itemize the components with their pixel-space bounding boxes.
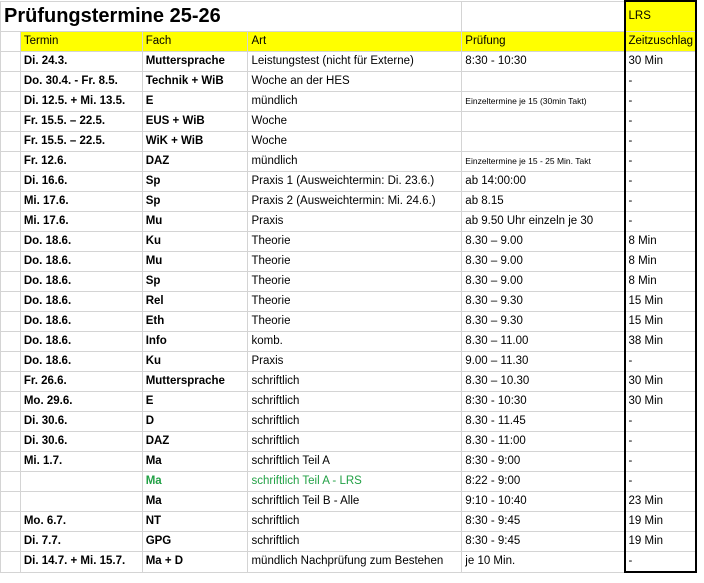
- empty-cell: [696, 312, 704, 332]
- row-gutter: [1, 352, 21, 372]
- cell-termin: Di. 7.7.: [20, 532, 142, 552]
- cell-pruefung: je 10 Min.: [462, 552, 625, 573]
- cell-pruefung: 8:30 - 10:30: [462, 392, 625, 412]
- cell-zeitzuschlag: -: [625, 72, 696, 92]
- cell-pruefung: 8.30 – 10.30: [462, 372, 625, 392]
- cell-zeitzuschlag: 8 Min: [625, 272, 696, 292]
- row-gutter: [1, 492, 21, 512]
- cell-fach: Ma: [142, 472, 248, 492]
- cell-fach: Ku: [142, 232, 248, 252]
- empty-cell: [696, 192, 704, 212]
- empty-cell: [696, 392, 704, 412]
- cell-zeitzuschlag: -: [625, 452, 696, 472]
- row-gutter: [1, 392, 21, 412]
- cell-zeitzuschlag: -: [625, 432, 696, 452]
- empty-cell: [1, 32, 21, 52]
- cell-art: Praxis 1 (Ausweichtermin: Di. 23.6.): [248, 172, 462, 192]
- title-row: [1, 1, 704, 32]
- row-gutter: [1, 112, 21, 132]
- empty-cell: [696, 172, 704, 192]
- cell-fach: D: [142, 412, 248, 432]
- cell-zeitzuschlag: 30 Min: [625, 392, 696, 412]
- cell-pruefung: 8.30 - 11.45: [462, 412, 625, 432]
- cell-termin: Mi. 17.6.: [20, 192, 142, 212]
- cell-fach: DAZ: [142, 432, 248, 452]
- cell-termin: Do. 18.6.: [20, 312, 142, 332]
- cell-pruefung: 8:30 - 9:45: [462, 532, 625, 552]
- cell-termin: Do. 30.4. - Fr. 8.5.: [20, 72, 142, 92]
- table-row: [1, 252, 704, 272]
- cell-pruefung: 8.30 – 9.00: [462, 232, 625, 252]
- row-gutter: [1, 192, 21, 212]
- table-row: [1, 492, 704, 512]
- row-gutter: [1, 152, 21, 172]
- cell-pruefung: 8.30 – 9.30: [462, 312, 625, 332]
- cell-fach: EUS + WiB: [142, 112, 248, 132]
- cell-termin: Do. 18.6.: [20, 232, 142, 252]
- empty-cell: [696, 352, 704, 372]
- cell-termin: Mi. 1.7.: [20, 452, 142, 472]
- cell-art: schriftlich Teil A: [248, 452, 462, 472]
- table-row: [1, 512, 704, 532]
- cell-art: Praxis: [248, 212, 462, 232]
- row-gutter: [1, 412, 21, 432]
- cell-pruefung: [462, 112, 625, 132]
- cell-art: mündlich: [248, 92, 462, 112]
- empty-cell: [696, 212, 704, 232]
- empty-cell: [696, 512, 704, 532]
- table-row: [1, 192, 704, 212]
- cell-pruefung: ab 8.15: [462, 192, 625, 212]
- table-row: [1, 372, 704, 392]
- cell-art: Theorie: [248, 292, 462, 312]
- cell-pruefung: [462, 72, 625, 92]
- row-gutter: [1, 512, 21, 532]
- row-gutter: [1, 92, 21, 112]
- cell-art: schriftlich: [248, 412, 462, 432]
- cell-termin: Fr. 15.5. – 22.5.: [20, 112, 142, 132]
- cell-termin: [20, 472, 142, 492]
- cell-fach: E: [142, 92, 248, 112]
- table-row: [1, 92, 704, 112]
- cell-pruefung: 8:22 - 9:00: [462, 472, 625, 492]
- cell-termin: [20, 492, 142, 512]
- cell-pruefung: 8:30 - 10:30: [462, 52, 625, 72]
- row-gutter: [1, 372, 21, 392]
- table-row: [1, 332, 704, 352]
- row-gutter: [1, 52, 21, 72]
- cell-art: schriftlich Teil B - Alle: [248, 492, 462, 512]
- cell-art: Theorie: [248, 252, 462, 272]
- cell-termin: Mi. 17.6.: [20, 212, 142, 232]
- cell-termin: Di. 30.6.: [20, 432, 142, 452]
- cell-fach: Sp: [142, 192, 248, 212]
- row-gutter: [1, 212, 21, 232]
- empty-cell: [696, 332, 704, 352]
- cell-art: Praxis 2 (Ausweichtermin: Mi. 24.6.): [248, 192, 462, 212]
- cell-zeitzuschlag: -: [625, 412, 696, 432]
- cell-art: schriftlich: [248, 432, 462, 452]
- cell-pruefung: 9.00 – 11.30: [462, 352, 625, 372]
- row-gutter: [1, 292, 21, 312]
- empty-cell: [696, 52, 704, 72]
- cell-pruefung: ab 9.50 Uhr einzeln je 30: [462, 212, 625, 232]
- table-row: [1, 232, 704, 252]
- cell-art: Theorie: [248, 272, 462, 292]
- cell-art: Theorie: [248, 312, 462, 332]
- cell-zeitzuschlag: -: [625, 212, 696, 232]
- table-row: [1, 152, 704, 172]
- table-row: [1, 412, 704, 432]
- cell-fach: WiK + WiB: [142, 132, 248, 152]
- cell-termin: Di. 24.3.: [20, 52, 142, 72]
- cell-fach: Info: [142, 332, 248, 352]
- table-row: [1, 272, 704, 292]
- row-gutter: [1, 532, 21, 552]
- empty-cell: [696, 492, 704, 512]
- table-row: [1, 212, 704, 232]
- row-gutter: [1, 552, 21, 573]
- row-gutter: [1, 172, 21, 192]
- cell-art: schriftlich: [248, 372, 462, 392]
- cell-pruefung: ab 14:00:00: [462, 172, 625, 192]
- cell-zeitzuschlag: 19 Min: [625, 532, 696, 552]
- lrs-label: LRS: [625, 1, 696, 32]
- empty-cell: [696, 372, 704, 392]
- cell-art: schriftlich Teil A - LRS: [248, 472, 462, 492]
- cell-fach: Technik + WiB: [142, 72, 248, 92]
- cell-termin: Mo. 6.7.: [20, 512, 142, 532]
- table-row: [1, 132, 704, 152]
- cell-fach: GPG: [142, 532, 248, 552]
- cell-fach: Mu: [142, 212, 248, 232]
- cell-fach: Mu: [142, 252, 248, 272]
- cell-termin: Fr. 12.6.: [20, 152, 142, 172]
- empty-cell: [696, 132, 704, 152]
- table-row: [1, 432, 704, 452]
- empty-cell: [696, 72, 704, 92]
- table-row: [1, 52, 704, 72]
- empty-cell: [696, 252, 704, 272]
- cell-art: schriftlich: [248, 392, 462, 412]
- cell-art: Praxis: [248, 352, 462, 372]
- cell-fach: Ma: [142, 492, 248, 512]
- cell-zeitzuschlag: -: [625, 552, 696, 573]
- cell-pruefung: 8.30 – 9.00: [462, 272, 625, 292]
- header-termin: Termin: [20, 32, 142, 52]
- cell-art: Woche an der HES: [248, 72, 462, 92]
- cell-termin: Di. 30.6.: [20, 412, 142, 432]
- empty-cell: [696, 472, 704, 492]
- row-gutter: [1, 432, 21, 452]
- table-row: [1, 532, 704, 552]
- cell-fach: Ku: [142, 352, 248, 372]
- empty-cell: [696, 272, 704, 292]
- empty-cell: [696, 292, 704, 312]
- cell-pruefung: 8.30 – 9.00: [462, 252, 625, 272]
- cell-termin: Fr. 15.5. – 22.5.: [20, 132, 142, 152]
- cell-pruefung: Einzeltermine je 15 - 25 Min. Takt: [462, 152, 625, 172]
- cell-zeitzuschlag: 30 Min: [625, 372, 696, 392]
- empty-cell: [696, 432, 704, 452]
- cell-fach: DAZ: [142, 152, 248, 172]
- row-gutter: [1, 472, 21, 492]
- row-gutter: [1, 332, 21, 352]
- table-row: [1, 112, 704, 132]
- table-row: [1, 312, 704, 332]
- header-art: Art: [248, 32, 462, 52]
- cell-art: mündlich Nachprüfung zum Bestehen: [248, 552, 462, 573]
- row-gutter: [1, 272, 21, 292]
- cell-fach: Muttersprache: [142, 372, 248, 392]
- cell-termin: Mo. 29.6.: [20, 392, 142, 412]
- cell-fach: E: [142, 392, 248, 412]
- table-row: [1, 472, 704, 492]
- cell-zeitzuschlag: -: [625, 192, 696, 212]
- cell-fach: Eth: [142, 312, 248, 332]
- cell-zeitzuschlag: 15 Min: [625, 312, 696, 332]
- table-row: [1, 552, 704, 573]
- header-row: [1, 32, 704, 52]
- empty-cell: [696, 112, 704, 132]
- cell-fach: Rel: [142, 292, 248, 312]
- cell-pruefung: 8:30 - 9:00: [462, 452, 625, 472]
- cell-fach: Ma: [142, 452, 248, 472]
- table-row: [1, 72, 704, 92]
- empty-cell: [696, 552, 704, 573]
- cell-termin: Do. 18.6.: [20, 272, 142, 292]
- table-row: [1, 392, 704, 412]
- cell-art: schriftlich: [248, 512, 462, 532]
- empty-cell: [696, 32, 704, 52]
- cell-pruefung: 8.30 – 11.00: [462, 332, 625, 352]
- row-gutter: [1, 252, 21, 272]
- row-gutter: [1, 312, 21, 332]
- row-gutter: [1, 232, 21, 252]
- empty-cell: [462, 1, 625, 32]
- cell-termin: Do. 18.6.: [20, 352, 142, 372]
- empty-cell: [696, 532, 704, 552]
- cell-fach: NT: [142, 512, 248, 532]
- empty-cell: [696, 232, 704, 252]
- cell-zeitzuschlag: -: [625, 172, 696, 192]
- cell-zeitzuschlag: 8 Min: [625, 252, 696, 272]
- cell-pruefung: [462, 132, 625, 152]
- header-zeitzuschlag: Zeitzuschlag: [625, 32, 696, 52]
- cell-termin: Do. 18.6.: [20, 252, 142, 272]
- cell-zeitzuschlag: -: [625, 472, 696, 492]
- cell-zeitzuschlag: 8 Min: [625, 232, 696, 252]
- empty-cell: [696, 452, 704, 472]
- cell-art: schriftlich: [248, 532, 462, 552]
- cell-pruefung: 9:10 - 10:40: [462, 492, 625, 512]
- empty-cell: [696, 152, 704, 172]
- cell-zeitzuschlag: 38 Min: [625, 332, 696, 352]
- empty-cell: [696, 1, 704, 32]
- cell-zeitzuschlag: 23 Min: [625, 492, 696, 512]
- cell-termin: Di. 12.5. + Mi. 13.5.: [20, 92, 142, 112]
- cell-fach: Ma + D: [142, 552, 248, 573]
- cell-art: Woche: [248, 112, 462, 132]
- cell-pruefung: 8.30 – 9.30: [462, 292, 625, 312]
- cell-art: mündlich: [248, 152, 462, 172]
- cell-termin: Di. 14.7. + Mi. 15.7.: [20, 552, 142, 573]
- cell-pruefung: 8:30 - 9:45: [462, 512, 625, 532]
- cell-art: Woche: [248, 132, 462, 152]
- cell-pruefung: Einzeltermine je 15 (30min Takt): [462, 92, 625, 112]
- cell-pruefung: 8.30 - 11:00: [462, 432, 625, 452]
- cell-zeitzuschlag: -: [625, 152, 696, 172]
- table-row: [1, 352, 704, 372]
- row-gutter: [1, 132, 21, 152]
- cell-zeitzuschlag: -: [625, 112, 696, 132]
- cell-termin: Do. 18.6.: [20, 292, 142, 312]
- cell-zeitzuschlag: 30 Min: [625, 52, 696, 72]
- header-fach: Fach: [142, 32, 248, 52]
- cell-fach: Sp: [142, 172, 248, 192]
- cell-zeitzuschlag: -: [625, 132, 696, 152]
- cell-zeitzuschlag: -: [625, 92, 696, 112]
- empty-cell: [696, 412, 704, 432]
- cell-zeitzuschlag: -: [625, 352, 696, 372]
- table-row: [1, 292, 704, 312]
- empty-cell: [696, 92, 704, 112]
- table-row: [1, 172, 704, 192]
- cell-termin: Do. 18.6.: [20, 332, 142, 352]
- cell-art: Theorie: [248, 232, 462, 252]
- cell-zeitzuschlag: 15 Min: [625, 292, 696, 312]
- sheet-title: Prüfungstermine 25-26: [1, 1, 462, 32]
- cell-termin: Di. 16.6.: [20, 172, 142, 192]
- cell-termin: Fr. 26.6.: [20, 372, 142, 392]
- row-gutter: [1, 72, 21, 92]
- cell-fach: Muttersprache: [142, 52, 248, 72]
- cell-art: Leistungstest (nicht für Externe): [248, 52, 462, 72]
- row-gutter: [1, 452, 21, 472]
- table-row: [1, 452, 704, 472]
- header-pruefung: Prüfung: [462, 32, 625, 52]
- cell-art: komb.: [248, 332, 462, 352]
- cell-fach: Sp: [142, 272, 248, 292]
- cell-zeitzuschlag: 19 Min: [625, 512, 696, 532]
